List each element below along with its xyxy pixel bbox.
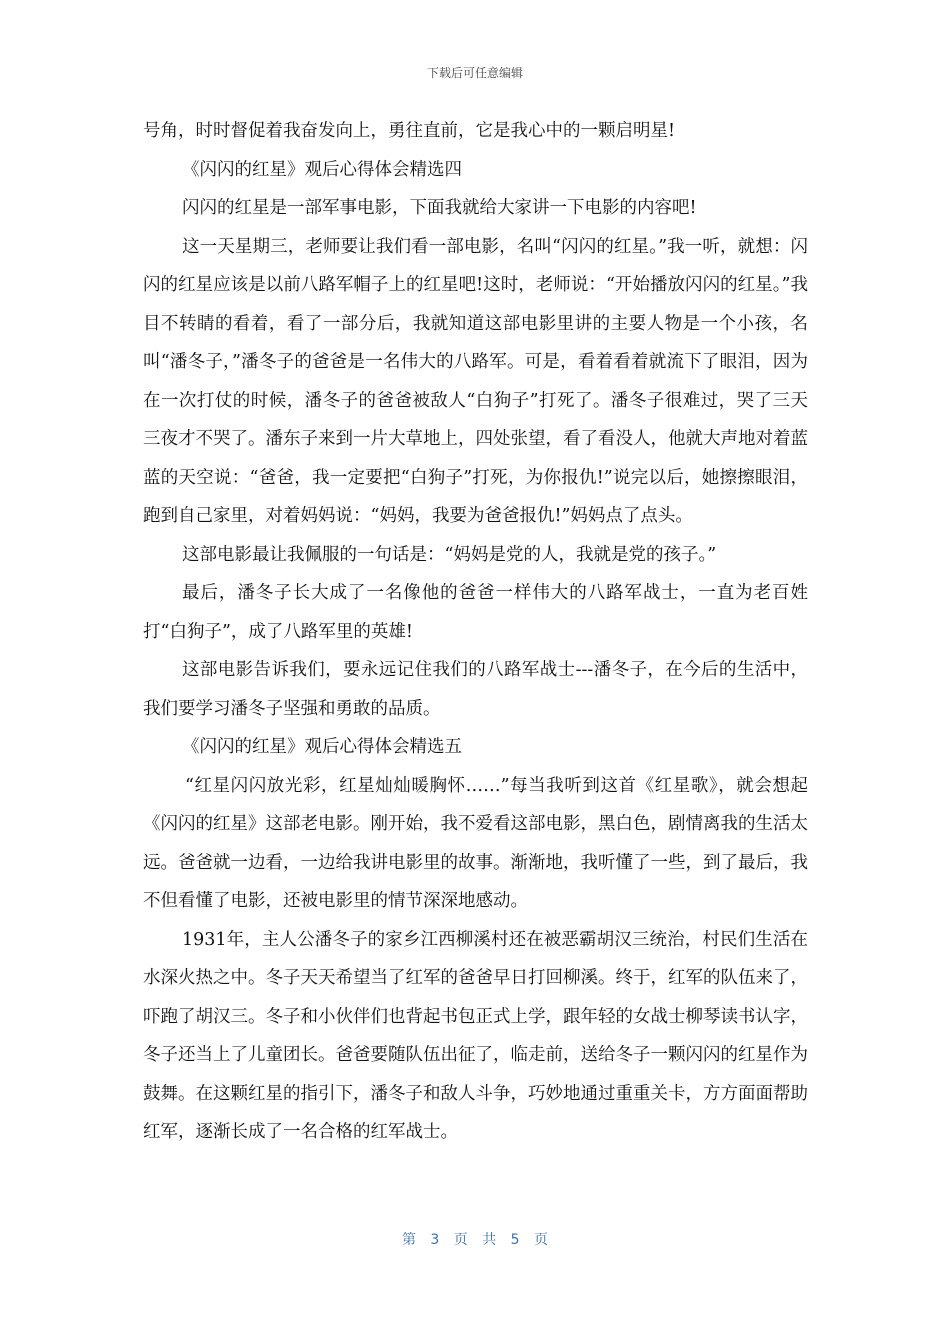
paragraph: 这部电影告诉我们，要永远记住我们的八路军战士---潘冬子，在今后的生活中，我们要学习潘冬子坚强和勇敢的品质。 xyxy=(143,660,808,719)
paragraph: 这一天星期三，老师要让我们看一部电影，名叫“闪闪的红星。”我一听，就想：闪闪的红星应该是以前八路军帽子上的红星吧!这时，老师说：“开始播放闪闪的红星。”我目不转睛的看着，看了一部分后，我就知道这部电影里讲的主要人物是一个小孩，名叫“潘冬子，”潘冬子的爸爸是一名伟大的八路军。可是，看着看着就流下了眼泪，因为在一次打仗的时候，潘冬子的爸爸被敌人“白狗子”打死了。潘冬子很难过，哭了三天三夜才不哭了。潘东子来到一片大草地上，四处张望，看了看没人，他就大声地对着蓝蓝的天空说：“爸爸，我一定要把“白狗子”打死，为你报仇!”说完以后，她擦擦眼泪，跑到自己家里，对着妈妈说：“妈妈，我要为爸爸报仇!”妈妈点了点头。 xyxy=(143,236,808,526)
document-body xyxy=(143,112,808,1152)
paragraph-continuation: 号角，时时督促着我奋发向上，勇往直前，它是我心中的一颗启明星! xyxy=(143,121,676,141)
paragraph: “红星闪闪放光彩，红星灿灿暖胸怀……”每当我听到这首《红星歌》，就会想起《闪闪的红星》这部老电影。刚开始，我不爱看这部电影，黑白色，剧情离我的生活太远。爸爸就一边看，一边给我讲电影里的故事。渐渐地，我听懂了一些，到了最后，我不但看懂了电影，还被电影里的情节深深地感动。 xyxy=(143,775,808,911)
paragraph: 闪闪的红星是一部军事电影，下面我就给大家讲一下电影的内容吧! xyxy=(182,198,697,218)
paragraph: 最后，潘冬子长大成了一名像他的爸爸一样伟大的八路军战士，一直为老百姓打“白狗子”，成了八路军里的英雄! xyxy=(143,583,808,642)
paragraph: 1931年，主人公潘冬子的家乡江西柳溪村还在被恶霸胡汉三统治，村民们生活在水深火热之中。冬子天天希望当了红军的爸爸早日打回柳溪。终于，红军的队伍来了，吓跑了胡汉三。冬子和小伙伴们也背起书包正式上学，跟年轻的女战士柳琴读书认字，冬子还当上了儿童团长。爸爸要随队伍出征了，临走前，送给冬子一颗闪闪的红星作为鼓舞。在这颗红星的指引下，潘冬子和敌人斗争，巧妙地通过重重关卡，方方面面帮助红军，逐渐长成了一名合格的红军战士。 xyxy=(143,929,808,1142)
page-number-footer: 第 3 页 共 5 页 xyxy=(401,1232,549,1248)
paragraph: 这部电影最让我佩服的一句话是：“妈妈是党的人，我就是党的孩子。” xyxy=(182,544,717,565)
section-heading-five: 《闪闪的红星》观后心得体会精选五 xyxy=(182,737,462,757)
page-header: 下载后可任意编辑 xyxy=(426,66,523,80)
section-heading-four: 《闪闪的红星》观后心得体会精选四 xyxy=(182,159,462,180)
